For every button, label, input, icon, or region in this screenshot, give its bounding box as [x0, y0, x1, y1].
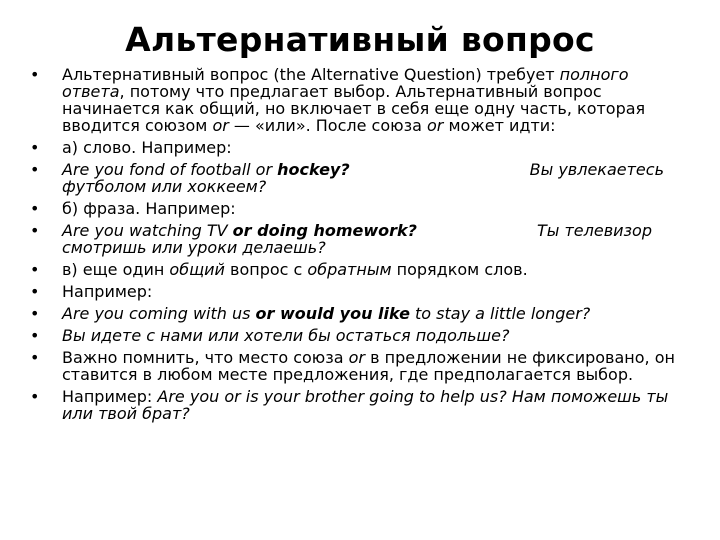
bullet-list: [30, 66, 695, 427]
list-item: [30, 327, 695, 344]
text-run: — «или». После союза: [228, 116, 427, 135]
example-english: Are you or is your brother going to help us? Нам поможешь ты или твой брат?: [62, 387, 669, 423]
example-translation: Ты телевизор смотришь или уроки делаешь?: [62, 221, 652, 257]
example-english: Are you watching TV: [62, 221, 233, 240]
bullet-icon: •: [30, 304, 40, 323]
example-emphasis: or would you like: [255, 304, 410, 323]
text-run: Альтернативный вопрос (the Alternative Question) требует: [62, 65, 560, 84]
list-item: [30, 283, 695, 300]
example-english: to stay a little longer?: [409, 304, 591, 323]
bullet-icon: •: [30, 326, 40, 345]
text-run-italic: обратным: [307, 260, 392, 279]
list-item: [30, 349, 695, 383]
text-run: Важно помнить, что место союза: [62, 348, 349, 367]
text-run: в) еще один: [62, 260, 170, 279]
text-run-italic: полного ответа: [62, 65, 629, 101]
bullet-icon: •: [30, 199, 40, 218]
example-emphasis: hockey?: [277, 160, 350, 179]
list-item: [30, 222, 695, 256]
example-translation: Вы увлекаетесь футболом или хоккеем?: [62, 160, 664, 196]
list-item: [30, 139, 695, 156]
list-item: [30, 66, 695, 134]
text-run: в предложении не фиксировано, он ставится в любом месте предложения, где предполагается выбор.: [62, 348, 675, 384]
text-run: порядком слов.: [391, 260, 528, 279]
bullet-icon: •: [30, 221, 40, 240]
text-run: а) слово. Например:: [62, 138, 232, 157]
list-item: [30, 261, 695, 278]
list-item: [30, 305, 695, 322]
text-run: вопрос с: [224, 260, 308, 279]
bullet-icon: •: [30, 282, 40, 301]
bullet-icon: •: [30, 160, 40, 179]
bullet-icon: •: [30, 387, 40, 406]
example-english: Are you coming with us: [62, 304, 256, 323]
bullet-icon: •: [30, 65, 40, 84]
text-run: , потому что предлагает выбор. Альтернативный вопрос начинается как общий, но включает в себя еще одну часть, которая вводится союзом: [62, 82, 646, 135]
text-run: Например:: [62, 282, 153, 301]
bullet-icon: •: [30, 348, 40, 367]
bullet-icon: •: [30, 260, 40, 279]
example-translation: Вы идете с нами или хотели бы остаться подольше?: [62, 326, 510, 345]
example-english: Are you fond of football or: [62, 160, 278, 179]
text-run: может идти:: [443, 116, 556, 135]
text-run-italic: or: [427, 116, 444, 135]
text-run-italic: общий: [169, 260, 225, 279]
text-run-italic: or: [348, 348, 366, 367]
text-run: б) фраза. Например:: [62, 199, 236, 218]
text-run: Например:: [62, 387, 158, 406]
list-item: [30, 200, 695, 217]
list-item: [30, 161, 695, 195]
example-emphasis: or doing homework?: [232, 221, 417, 240]
bullet-icon: •: [30, 138, 40, 157]
text-run-italic: or: [212, 116, 229, 135]
slide-title: Альтернативный вопрос: [125, 20, 595, 59]
list-item: [30, 388, 695, 422]
